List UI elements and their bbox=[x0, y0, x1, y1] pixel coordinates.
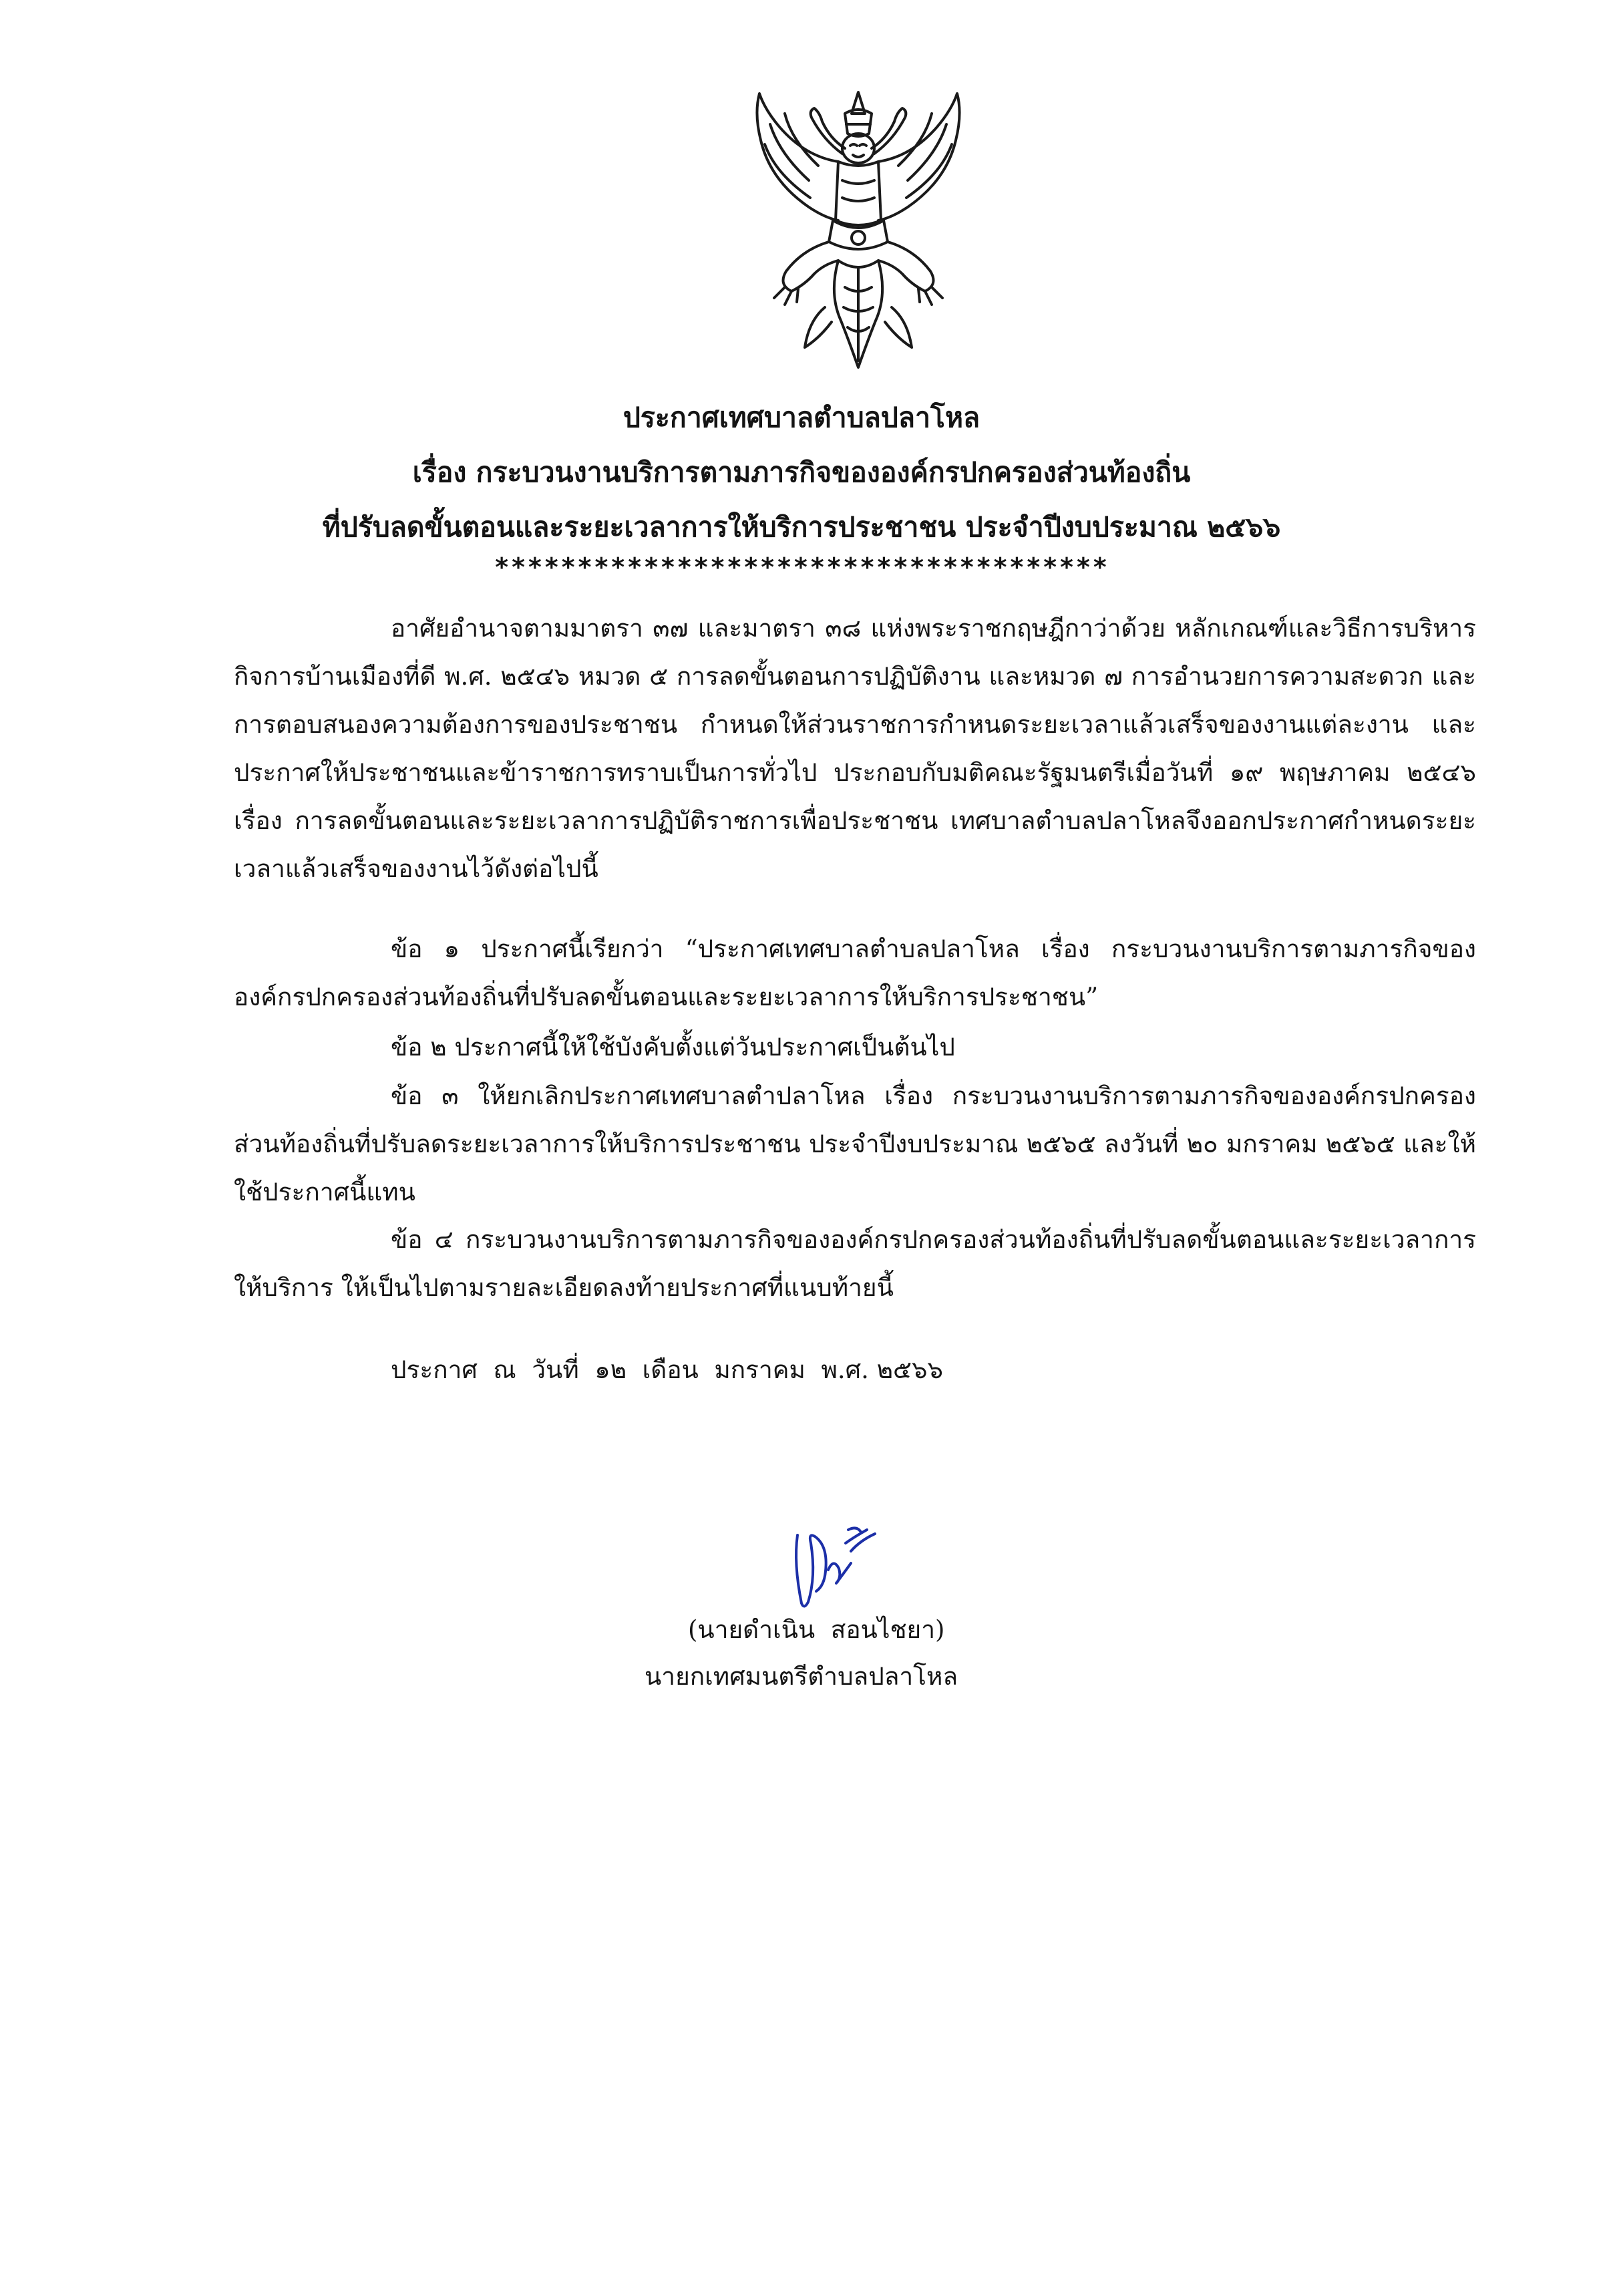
clause-4: ข้อ ๔ กระบวนงานบริการตามภารกิจขององค์กรปกครองส่วนท้องถิ่นที่ปรับลดขั้นตอนและระยะเวลาการให้บริการ ให้เป็นไปตามรายละเอียดลงท้ายประกาศที่แนบท้ายนี้ bbox=[234, 1225, 1476, 1302]
announcement-heading: ประกาศเทศบาลตำบลปลาโหล bbox=[622, 401, 980, 434]
clause-2: ข้อ ๒ ประกาศนี้ให้ใช้บังคับตั้งแต่วันประกาศเป็นต้นไป bbox=[391, 1033, 955, 1061]
title-separator: ************************************* bbox=[494, 552, 1109, 582]
garuda-emblem-icon bbox=[745, 87, 972, 374]
announcement-subject: เรื่อง กระบวนงานบริการตามภารกิจขององค์กรปกครองส่วนท้องถิ่น bbox=[412, 456, 1191, 488]
clause-1: ข้อ ๑ ประกาศนี้เรียกว่า “ประกาศเทศบาลตำบลปลาโหล เรื่อง กระบวนงานบริการตามภารกิจขององค์กรปกครองส่วนท้องถิ่นที่ปรับลดขั้นตอนและระยะเวลาการให้บริการประชาชน” bbox=[234, 935, 1476, 1011]
signer-name: (นายดำเนิน สอนไชยา) bbox=[688, 1615, 945, 1644]
handwritten-signature bbox=[781, 1516, 882, 1617]
announcement-dateline: ประกาศ ณ วันที่ ๑๒ เดือน มกราคม พ.ศ. ๒๕๖๖ bbox=[391, 1355, 943, 1384]
preamble-paragraph: อาศัยอำนาจตามมาตรา ๓๗ และมาตรา ๓๘ แห่งพระราชกฤษฎีกาว่าด้วย หลักเกณฑ์และวิธีการบริหารกิจการบ้านเมืองที่ดี พ.ศ. ๒๕๔๖ หมวด ๕ การลดขั้นตอนการปฏิบัติงาน และหมวด ๗ การอำนวยการความสะดวก และการตอบสนองความต้องการของประชาชน กำหนดให้ส่วนราชการกำหนดระยะเวลาแล้วเสร็จของงานแต่ละงาน และประกาศให้ประชาชนและข้าราชการทราบเป็นการทั่วไป ประกอบกับมติคณะรัฐมนตรีเมื่อวันที่ ๑๙ พฤษภาคม ๒๕๔๖ เรื่อง การลดขั้นตอนและระยะเวลาการปฏิบัติราชการเพื่อประชาชน เทศบาลตำบลปลาโหลจึงออกประกาศกำหนดระยะเวลาแล้วเสร็จของงานไว้ดังต่อไปนี้ bbox=[234, 614, 1476, 883]
clause-3: ข้อ ๓ ให้ยกเลิกประกาศเทศบาลตำปลาโหล เรื่อง กระบวนงานบริการตามภารกิจขององค์กรปกครองส่วนท้องถิ่นที่ปรับลดระยะเวลาการให้บริการประชาชน ประจำปีงบประมาณ ๒๕๖๕ ลงวันที่ ๒๐ มกราคม ๒๕๖๕ และให้ใช้ประกาศนี้แทน bbox=[234, 1082, 1476, 1206]
signer-position: นายกเทศมนตรีตำบลปลาโหล bbox=[645, 1662, 958, 1691]
announcement-subject-continued: ที่ปรับลดขั้นตอนและระยะเวลาการให้บริการประชาชน ประจำปีงบประมาณ ๒๕๖๖ bbox=[322, 511, 1281, 543]
